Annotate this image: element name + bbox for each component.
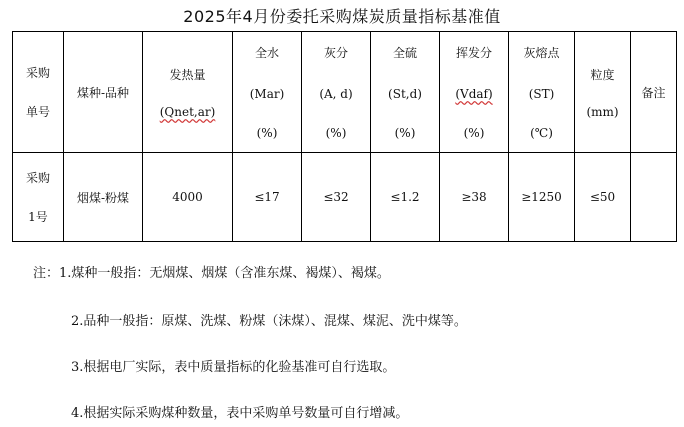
cell-order-number-line1: 采购	[25, 171, 50, 185]
header-moisture-line2: (Mar)	[249, 86, 285, 101]
header-sulfur-line1: 全硫	[392, 46, 417, 60]
header-total-sulfur	[371, 32, 440, 153]
header-ash-fusion	[509, 32, 575, 153]
header-volatile-line3: (%)	[463, 126, 485, 140]
header-moisture-line1: 全水	[254, 46, 279, 60]
header-fusion-line2: (ST)	[528, 86, 555, 101]
header-volatile-matter	[440, 32, 509, 153]
table-row	[13, 153, 677, 242]
cell-order-number	[13, 153, 64, 242]
header-coal-type-label: 煤种-品种	[76, 85, 130, 100]
cell-total-moisture: ≤17	[233, 153, 302, 242]
header-ash-line3: (%)	[325, 126, 347, 140]
header-volatile-line1: 挥发分	[455, 46, 492, 60]
header-volatile-line2: (Vdaf)	[455, 86, 493, 101]
header-ash-line2: (A, d)	[319, 86, 353, 101]
page-title: 2025年4月份委托采购煤炭质量指标基准值	[183, 7, 501, 26]
cell-order-number-line2: 1号	[28, 210, 48, 224]
coal-quality-table	[12, 31, 677, 242]
header-fusion-line1: 灰熔点	[523, 46, 560, 60]
cell-ash-fusion: ≥1250	[509, 153, 575, 242]
header-size-line2: (mm)	[586, 104, 619, 119]
cell-coal-type: 烟煤-粉煤	[64, 153, 143, 242]
header-size-line1: 粒度	[590, 67, 615, 82]
header-order-number-line2: 单号	[25, 105, 50, 119]
note-1: 注：1.煤种一般指：无烟煤、烟煤（含准东煤、褐煤）、褐煤。	[33, 266, 390, 281]
header-ash-line1: 灰分	[323, 46, 348, 60]
header-sulfur-line3: (%)	[394, 126, 416, 140]
header-calorific-line2: (Qnet,ar)	[159, 104, 216, 119]
header-order-number-line1: 采购	[25, 66, 50, 80]
cell-total-sulfur: ≤1.2	[371, 153, 440, 242]
header-fusion-line3: (℃)	[530, 126, 553, 140]
header-coal-type	[64, 32, 143, 153]
note-4: 4.根据实际采购煤种数量，表中采购单号数量可自行增减。	[71, 406, 409, 421]
cell-particle-size: ≤50	[575, 153, 631, 242]
header-calorific-value	[143, 32, 233, 153]
header-total-moisture	[233, 32, 302, 153]
note-3: 3.根据电厂实际，表中质量指标的化验基准可自行选取。	[71, 360, 396, 375]
header-remarks-label: 备注	[641, 85, 666, 100]
header-ash	[302, 32, 371, 153]
table-header-row	[13, 32, 677, 153]
header-remarks	[631, 32, 677, 153]
header-calorific-line1: 发热量	[169, 67, 206, 82]
header-order-number	[13, 32, 64, 153]
cell-ash: ≤32	[302, 153, 371, 242]
cell-remarks	[631, 153, 677, 242]
header-sulfur-line2: (St,d)	[388, 86, 422, 101]
note-2: 2.品种一般指：原煤、洗煤、粉煤（沫煤）、混煤、煤泥、洗中煤等。	[71, 314, 467, 329]
cell-calorific-value: 4000	[143, 153, 233, 242]
header-moisture-line3: (%)	[256, 126, 278, 140]
cell-volatile-matter: ≥38	[440, 153, 509, 242]
header-particle-size	[575, 32, 631, 153]
